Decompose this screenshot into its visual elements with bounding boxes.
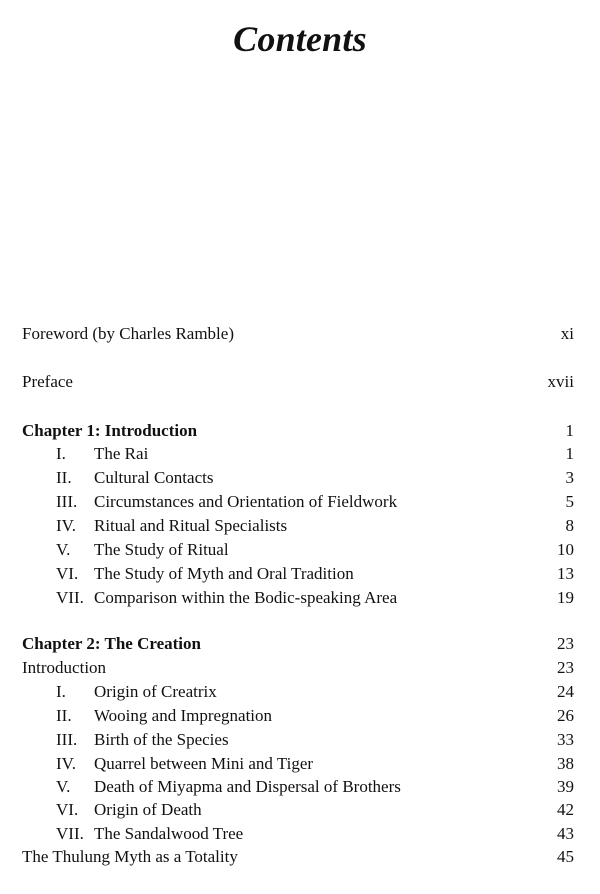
section-label: Quarrel between Mini and Tiger [94,754,314,773]
toc-section-entry[interactable] [22,729,574,751]
section-label: Origin of Creatrix [94,682,217,701]
toc-entry-label: Introduction [22,658,107,677]
section-numeral: VI. [56,800,79,819]
toc-entry-thulung-myth[interactable] [22,846,574,868]
toc-entry-page: 8 [565,516,574,535]
section-numeral: II. [56,706,72,725]
section-label: The Sandalwood Tree [94,824,244,843]
section-label: Death of Miyapma and Dispersal of Brothers [94,777,401,796]
section-numeral: VII. [56,824,84,843]
toc-entry-page: 3 [565,468,574,487]
toc-entry-page: 43 [557,824,574,843]
toc-section-entry[interactable] [22,539,574,561]
section-label: The Rai [94,444,149,463]
toc-chapter-2-heading[interactable] [22,633,574,655]
toc-entry-page: 39 [557,777,574,796]
toc-entry-page: xvii [547,372,574,391]
section-label: Birth of the Species [94,730,229,749]
toc-entry-page: 5 [565,492,574,511]
toc-section-entry[interactable] [22,776,574,798]
toc-section-entry[interactable] [22,705,574,727]
toc-entry-preface[interactable] [22,371,574,393]
section-numeral: I. [56,682,66,701]
chapter-heading: Chapter 1: Introduction [22,421,198,440]
toc-section-entry[interactable] [22,681,574,703]
toc-chapter-1-heading[interactable] [22,420,574,442]
toc-entry-label: Foreword (by Charles Ramble) [22,324,234,343]
toc-entry-page: 45 [557,847,574,866]
toc-section-entry[interactable] [22,491,574,513]
section-label: Cultural Contacts [94,468,214,487]
section-label: Wooing and Impregnation [94,706,273,725]
section-numeral: III. [56,730,78,749]
section-numeral: VII. [56,588,84,607]
toc-entry-page: 23 [557,658,574,677]
toc-section-entry[interactable] [22,587,574,609]
toc-section-entry[interactable] [22,823,574,845]
toc-section-entry[interactable] [22,515,574,537]
toc-entry-page: 38 [557,754,574,773]
section-label: Ritual and Ritual Specialists [94,516,288,535]
section-label: Comparison within the Bodic-speaking Area [94,588,398,607]
toc-entry-page: 1 [565,444,574,463]
toc-entry-page: 33 [557,730,574,749]
section-numeral: I. [56,444,66,463]
section-numeral: V. [56,540,71,559]
toc-entry-introduction[interactable] [22,657,574,679]
toc-entry-page: xi [560,324,574,343]
toc-entry-label: The Thulung Myth as a Totality [22,847,238,866]
toc-entry-page: 26 [557,706,574,725]
toc-entry-page: 23 [557,634,574,653]
section-numeral: VI. [56,564,79,583]
section-numeral: V. [56,777,71,796]
toc-entry-page: 10 [557,540,574,559]
section-label: The Study of Ritual [94,540,229,559]
toc-section-entry[interactable] [22,467,574,489]
toc-section-entry[interactable] [22,443,574,465]
section-numeral: II. [56,468,72,487]
chapter-heading: Chapter 2: The Creation [22,634,201,653]
section-numeral: IV. [56,754,76,773]
section-label: Circumstances and Orientation of Fieldwork [94,492,398,511]
section-numeral: III. [56,492,78,511]
page-title: Contents [233,19,367,59]
toc-section-entry[interactable] [22,563,574,585]
toc-section-entry[interactable] [22,753,574,775]
section-numeral: IV. [56,516,76,535]
section-label: Origin of Death [94,800,202,819]
toc-entry-label: Preface [22,372,73,391]
toc-entry-page: 1 [565,421,574,440]
toc-entry-page: 13 [557,564,574,583]
toc-entry-page: 42 [557,800,574,819]
toc-entry-page: 24 [557,682,574,701]
toc-entry-foreword[interactable] [22,323,574,345]
section-label: The Study of Myth and Oral Tradition [94,564,354,583]
toc-entry-page: 19 [557,588,574,607]
toc-section-entry[interactable] [22,799,574,821]
